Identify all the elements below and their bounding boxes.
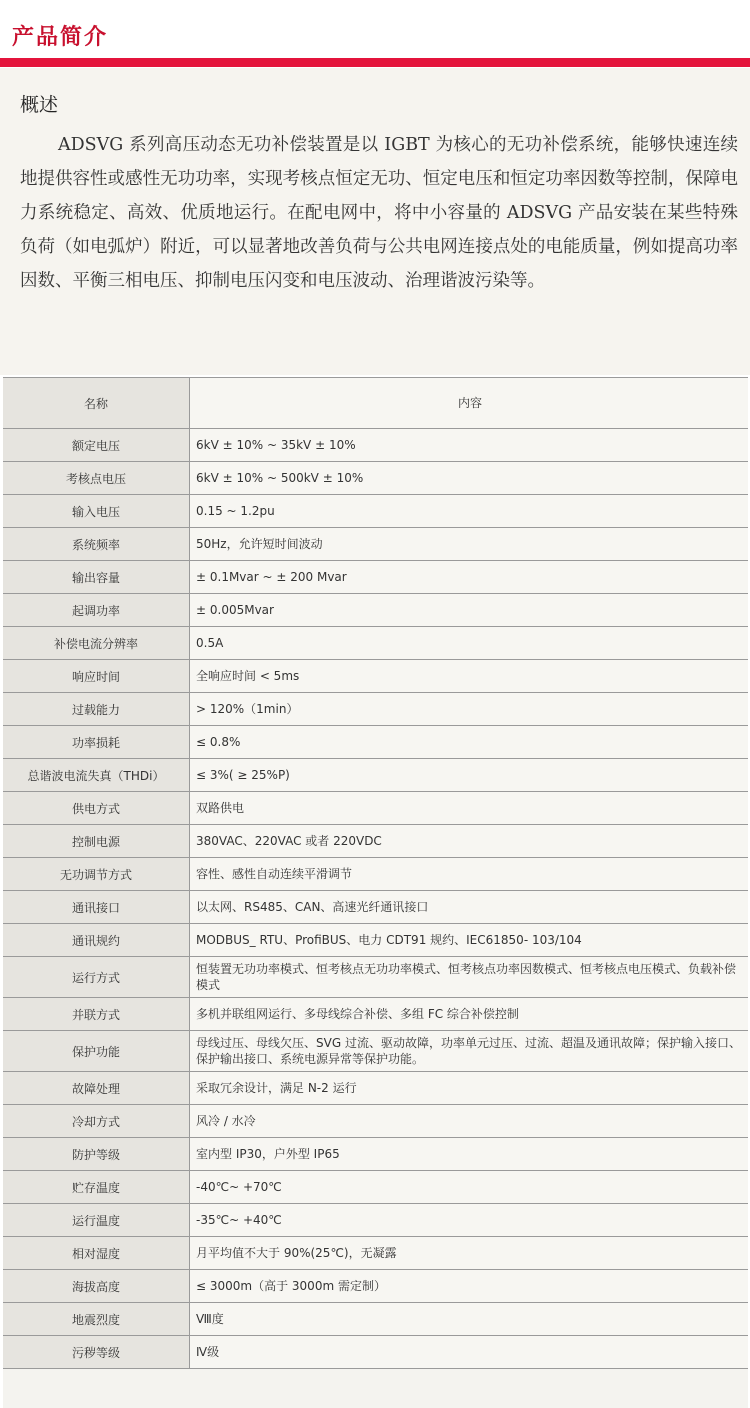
table-row (3, 627, 748, 660)
row-name-cell: 运行方式 (3, 957, 190, 998)
row-content-cell: 0.15 ~ 1.2pu (190, 495, 749, 528)
table-row (3, 998, 748, 1031)
row-name-cell: 控制电源 (3, 825, 190, 858)
row-content-cell: 采取冗余设计，满足 N-2 运行 (190, 1072, 749, 1105)
header-divider (0, 58, 750, 67)
row-content-cell: 风冷 / 水冷 (190, 1105, 749, 1138)
table-row (3, 891, 748, 924)
table-row (3, 528, 748, 561)
row-name-cell: 相对湿度 (3, 1237, 190, 1270)
row-name-cell: 响应时间 (3, 660, 190, 693)
row-name-cell: 无功调节方式 (3, 858, 190, 891)
row-name-cell: 故障处理 (3, 1072, 190, 1105)
table-row (3, 924, 748, 957)
row-content-cell: ± 0.005Mvar (190, 594, 749, 627)
table-header-row (3, 378, 748, 429)
row-name-cell: 供电方式 (3, 792, 190, 825)
row-name-cell: 通讯规约 (3, 924, 190, 957)
page-header (0, 0, 750, 68)
table-row (3, 1138, 748, 1171)
row-content-cell: 6kV ± 10% ~ 500kV ± 10% (190, 462, 749, 495)
row-content-cell: 50Hz，允许短时间波动 (190, 528, 749, 561)
row-name-cell: 地震烈度 (3, 1303, 190, 1336)
table-row (3, 792, 748, 825)
row-content-cell: 容性、感性自动连续平滑调节 (190, 858, 749, 891)
table-row (3, 1204, 748, 1237)
row-content-cell: 0.5A (190, 627, 749, 660)
row-name-cell: 系统频率 (3, 528, 190, 561)
table-row (3, 1270, 748, 1303)
row-content-cell: ≤ 3%( ≥ 25%P) (190, 759, 749, 792)
row-content-cell: Ⅷ度 (190, 1303, 749, 1336)
page-title: 产品简介 (12, 24, 109, 50)
row-name-cell: 总谐波电流失真（THDi） (3, 759, 190, 792)
table-row (3, 561, 748, 594)
row-content-cell: MODBUS_ RTU、ProfiBUS、电力 CDT91 规约、IEC61850- 103/104 (190, 924, 749, 957)
row-content-cell: ≤ 3000m（高于 3000m 需定制） (190, 1270, 749, 1303)
row-content-cell: > 120%（1min） (190, 693, 749, 726)
row-name-cell: 考核点电压 (3, 462, 190, 495)
table-row (3, 1303, 748, 1336)
row-content-cell: 月平均值不大于 90%(25℃)，无凝露 (190, 1237, 749, 1270)
row-content-cell: 380VAC、220VAC 或者 220VDC (190, 825, 749, 858)
header-name: 名称 (3, 378, 190, 429)
row-content-cell: 以太网、RS485、CAN、高速光纤通讯接口 (190, 891, 749, 924)
table-row (3, 759, 748, 792)
row-content-cell: 全响应时间 < 5ms (190, 660, 749, 693)
row-name-cell: 输出容量 (3, 561, 190, 594)
table-row (3, 1105, 748, 1138)
row-name-cell: 保护功能 (3, 1031, 190, 1072)
row-name-cell: 污秽等级 (3, 1336, 190, 1369)
row-name-cell: 海拔高度 (3, 1270, 190, 1303)
table-row (3, 1072, 748, 1105)
row-name-cell: 通讯接口 (3, 891, 190, 924)
spec-table (3, 377, 748, 1369)
table-row (3, 1171, 748, 1204)
row-name-cell: 防护等级 (3, 1138, 190, 1171)
row-content-cell: -40℃~ +70℃ (190, 1171, 749, 1204)
header-content: 内容 (190, 378, 749, 429)
row-content-cell: ≤ 0.8% (190, 726, 749, 759)
overview-heading: 概述 (20, 94, 59, 116)
table-row (3, 1336, 748, 1369)
table-row (3, 1031, 748, 1072)
row-name-cell: 额定电压 (3, 429, 190, 462)
row-content-cell: 恒装置无功功率模式、恒考核点无功功率模式、恒考核点功率因数模式、恒考核点电压模式、负载补偿模式 (190, 957, 749, 998)
table-row (3, 825, 748, 858)
row-name-cell: 冷却方式 (3, 1105, 190, 1138)
table-row (3, 1237, 748, 1270)
row-content-cell: -35℃~ +40℃ (190, 1204, 749, 1237)
overview-paragraph: ADSVG 系列高压动态无功补偿装置是以 IGBT 为核心的无功补偿系统，能够快速连续地提供容性或感性无功功率，实现考核点恒定无功、恒定电压和恒定功率因数等控制，保障电力系统稳定、高效、优质地运行。在配电网中，将中小容量的 ADSVG 产品安装在某些特殊负荷（如电弧炉）附近，可以显著地改善负荷与公共电网连接点处的电能质量，例如提高功率因数、平衡三相电压、抑制电压闪变和电压波动、治理谐波污染等。 (20, 135, 738, 291)
row-name-cell: 输入电压 (3, 495, 190, 528)
spec-table-container (3, 377, 748, 1408)
table-row (3, 462, 748, 495)
table-row (3, 495, 748, 528)
row-name-cell: 并联方式 (3, 998, 190, 1031)
table-row (3, 858, 748, 891)
table-row (3, 957, 748, 998)
row-name-cell: 起调功率 (3, 594, 190, 627)
row-name-cell: 功率损耗 (3, 726, 190, 759)
row-name-cell: 过载能力 (3, 693, 190, 726)
overview-section (0, 68, 750, 375)
table-row (3, 660, 748, 693)
row-name-cell: 贮存温度 (3, 1171, 190, 1204)
table-row (3, 594, 748, 627)
row-content-cell: 6kV ± 10% ~ 35kV ± 10% (190, 429, 749, 462)
row-name-cell: 补偿电流分辨率 (3, 627, 190, 660)
row-content-cell: 多机并联组网运行、多母线综合补偿、多组 FC 综合补偿控制 (190, 998, 749, 1031)
row-content-cell: ± 0.1Mvar ~ ± 200 Mvar (190, 561, 749, 594)
table-row (3, 429, 748, 462)
row-content-cell: 室内型 IP30，户外型 IP65 (190, 1138, 749, 1171)
row-content-cell: Ⅳ级 (190, 1336, 749, 1369)
row-content-cell: 双路供电 (190, 792, 749, 825)
table-row (3, 726, 748, 759)
row-name-cell: 运行温度 (3, 1204, 190, 1237)
row-content-cell: 母线过压、母线欠压、SVG 过流、驱动故障，功率单元过压、过流、超温及通讯故障；保护输入接口、保护输出接口、系统电源异常等保护功能。 (190, 1031, 749, 1072)
table-row (3, 693, 748, 726)
